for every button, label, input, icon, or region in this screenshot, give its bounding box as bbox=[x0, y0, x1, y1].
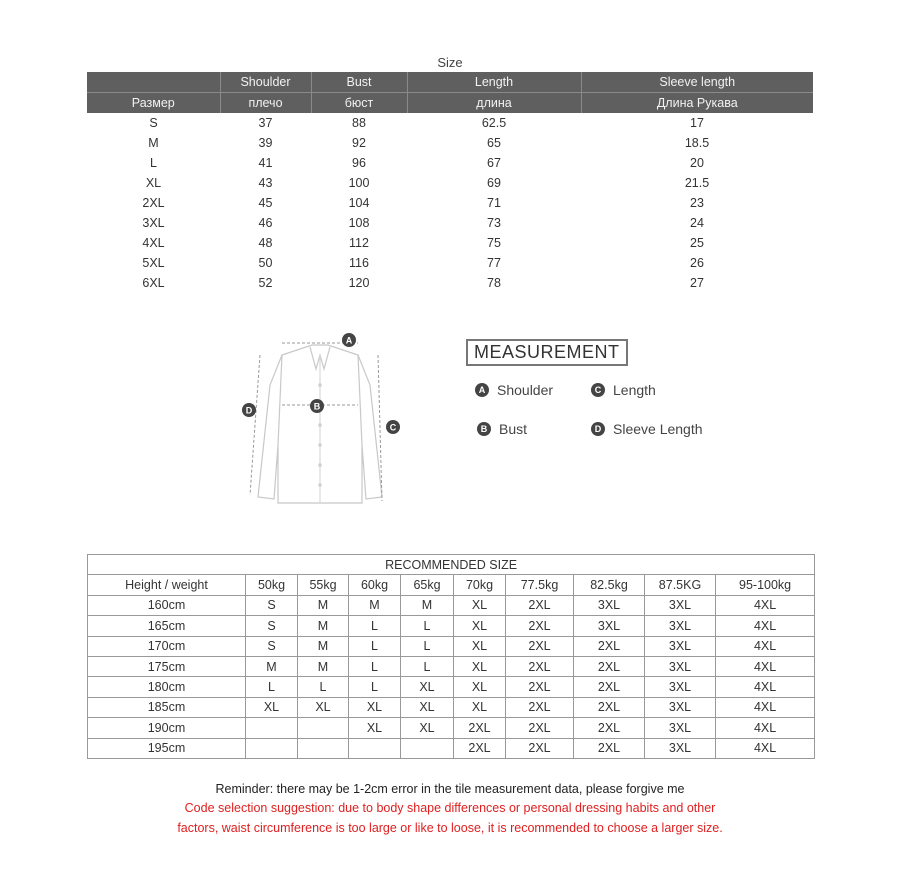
recommended-cell: XL bbox=[349, 697, 401, 717]
recommended-cell: L bbox=[401, 656, 454, 676]
recommended-row bbox=[88, 718, 815, 738]
size-cell: 41 bbox=[258, 156, 273, 170]
recommended-cell: 2XL bbox=[574, 636, 645, 656]
recommended-cell: 4XL bbox=[716, 595, 815, 615]
header-cell: бюст bbox=[311, 93, 407, 114]
header-cell: Длина Рукава bbox=[581, 93, 813, 114]
recommended-cell: M bbox=[298, 616, 349, 636]
recommended-cell: XL bbox=[454, 697, 506, 717]
recommended-row bbox=[88, 636, 815, 656]
size-cell: 21.5 bbox=[684, 176, 710, 190]
recommended-cell: 2XL bbox=[506, 616, 574, 636]
recommended-cell bbox=[349, 738, 401, 758]
recommended-cell: 195cm bbox=[88, 738, 246, 758]
size-cell: 46 bbox=[258, 216, 273, 230]
size-cell: 25 bbox=[690, 236, 704, 250]
recommended-cell: L bbox=[298, 677, 349, 697]
size-row bbox=[87, 273, 813, 293]
recommended-cell: S bbox=[246, 616, 298, 636]
size-cell: 3XL bbox=[142, 216, 165, 230]
size-cell: 50 bbox=[258, 256, 273, 270]
size-cell: 65 bbox=[487, 136, 501, 150]
recommended-cell: L bbox=[349, 677, 401, 697]
recommended-cell: 3XL bbox=[574, 616, 645, 636]
legend-label: Shoulder bbox=[497, 382, 554, 398]
recommended-size-table bbox=[87, 554, 815, 759]
recommended-cell: 4XL bbox=[716, 718, 815, 738]
recommended-header-cell: 50kg bbox=[246, 575, 298, 595]
recommended-header-cell: 55kg bbox=[298, 575, 349, 595]
size-cell: 75 bbox=[487, 236, 501, 250]
size-cell: 45 bbox=[258, 196, 273, 210]
size-cell: 92 bbox=[352, 136, 366, 150]
badge-a bbox=[342, 333, 356, 347]
header-cell: Length bbox=[407, 72, 581, 93]
size-row bbox=[87, 173, 813, 193]
size-row bbox=[87, 253, 813, 273]
recommended-row bbox=[88, 656, 815, 676]
size-cell: 112 bbox=[349, 236, 369, 250]
recommended-cell: L bbox=[349, 616, 401, 636]
size-row bbox=[87, 153, 813, 173]
size-cell: S bbox=[149, 116, 158, 130]
size-cell: 5XL bbox=[142, 256, 165, 270]
size-cell: 43 bbox=[258, 176, 273, 190]
recommended-cell: L bbox=[349, 656, 401, 676]
size-row bbox=[87, 133, 813, 153]
recommended-cell: 2XL bbox=[506, 738, 574, 758]
recommended-cell: M bbox=[298, 595, 349, 615]
size-cell: 23 bbox=[690, 196, 704, 210]
recommended-cell: 2XL bbox=[506, 636, 574, 656]
recommended-cell: L bbox=[349, 636, 401, 656]
recommended-cell: 165cm bbox=[88, 616, 246, 636]
size-cell: 52 bbox=[258, 276, 273, 290]
legend-shoulder bbox=[475, 382, 553, 398]
size-cell: 24 bbox=[690, 216, 704, 230]
size-table-title: Size bbox=[437, 55, 463, 70]
legend-sleeve-length bbox=[591, 421, 703, 437]
recommended-cell: 2XL bbox=[574, 697, 645, 717]
recommended-cell: M bbox=[246, 656, 298, 676]
header-cell: Shoulder bbox=[220, 72, 311, 93]
recommended-cell: XL bbox=[454, 677, 506, 697]
advice-text bbox=[0, 798, 900, 838]
legend-label: Sleeve Length bbox=[613, 421, 703, 437]
badge-b-icon: B bbox=[477, 422, 491, 436]
recommended-cell: XL bbox=[454, 595, 506, 615]
legend-label: Bust bbox=[499, 421, 528, 437]
header-cell: длина bbox=[407, 93, 581, 114]
recommended-title: RECOMMENDED SIZE bbox=[88, 555, 815, 575]
badge-d-icon: D bbox=[591, 422, 605, 436]
size-header-ru bbox=[87, 93, 813, 114]
header-cell: Sleeve length bbox=[581, 72, 813, 93]
recommended-cell bbox=[298, 718, 349, 738]
recommended-cell bbox=[246, 718, 298, 738]
recommended-header-cell: 60kg bbox=[349, 575, 401, 595]
header-cell: Размер bbox=[87, 93, 220, 114]
recommended-cell: 3XL bbox=[645, 636, 716, 656]
recommended-cell: 2XL bbox=[454, 718, 506, 738]
svg-text:D: D bbox=[245, 405, 253, 416]
recommended-cell: 3XL bbox=[645, 697, 716, 717]
header-cell bbox=[87, 72, 220, 93]
size-cell: 108 bbox=[348, 216, 370, 230]
recommended-cell: 2XL bbox=[506, 697, 574, 717]
advice-line: factors, waist circumference is too large or like to loose, it is recommended to choose a larger size. bbox=[177, 821, 723, 835]
recommended-cell: 4XL bbox=[716, 738, 815, 758]
recommended-cell bbox=[246, 738, 298, 758]
size-cell: 100 bbox=[348, 176, 370, 190]
recommended-header-cell: 87.5KG bbox=[645, 575, 716, 595]
header-cell: плечо bbox=[220, 93, 311, 114]
badge-a-icon: A bbox=[475, 383, 489, 397]
recommended-cell: S bbox=[246, 636, 298, 656]
svg-text:B: B bbox=[313, 401, 321, 412]
recommended-cell: L bbox=[246, 677, 298, 697]
size-cell: 62.5 bbox=[481, 116, 507, 130]
recommended-cell: 2XL bbox=[574, 656, 645, 676]
size-cell: 67 bbox=[487, 156, 501, 170]
recommended-cell: 2XL bbox=[574, 677, 645, 697]
size-cell: 71 bbox=[487, 196, 501, 210]
recommended-cell: M bbox=[298, 636, 349, 656]
recommended-cell: 4XL bbox=[716, 616, 815, 636]
recommended-cell: M bbox=[298, 656, 349, 676]
recommended-cell: 185cm bbox=[88, 697, 246, 717]
shirt-diagram bbox=[230, 325, 410, 510]
size-cell: 96 bbox=[352, 156, 366, 170]
recommended-cell: L bbox=[401, 636, 454, 656]
recommended-row bbox=[88, 697, 815, 717]
size-cell: XL bbox=[145, 176, 162, 190]
recommended-cell: 180cm bbox=[88, 677, 246, 697]
svg-text:C: C bbox=[389, 422, 397, 433]
measurement-title: MEASUREMENT bbox=[466, 339, 628, 366]
legend-length bbox=[591, 382, 656, 398]
recommended-cell bbox=[298, 738, 349, 758]
reminder-text: Reminder: there may be 1-2cm error in the tile measurement data, please forgive me bbox=[215, 782, 685, 796]
recommended-cell: 190cm bbox=[88, 718, 246, 738]
size-cell: 39 bbox=[258, 136, 273, 150]
size-cell: 27 bbox=[690, 276, 704, 290]
recommended-cell: 3XL bbox=[645, 677, 716, 697]
size-cell: 2XL bbox=[142, 196, 165, 210]
recommended-cell: 2XL bbox=[506, 595, 574, 615]
recommended-cell: XL bbox=[246, 697, 298, 717]
recommended-cell: 2XL bbox=[574, 718, 645, 738]
header-cell: Bust bbox=[311, 72, 407, 93]
size-cell: M bbox=[148, 136, 159, 150]
size-cell: 17 bbox=[690, 116, 704, 130]
size-cell: 73 bbox=[487, 216, 501, 230]
recommended-header-cell: 65kg bbox=[401, 575, 454, 595]
advice-line: Code selection suggestion: due to body shape differences or personal dressing habits and other bbox=[184, 801, 716, 815]
recommended-cell: 2XL bbox=[506, 656, 574, 676]
recommended-cell: 175cm bbox=[88, 656, 246, 676]
size-row bbox=[87, 233, 813, 253]
recommended-cell: S bbox=[246, 595, 298, 615]
size-cell: 120 bbox=[348, 276, 370, 290]
badge-d bbox=[242, 403, 256, 417]
recommended-cell: XL bbox=[401, 697, 454, 717]
recommended-cell: 3XL bbox=[645, 616, 716, 636]
recommended-row bbox=[88, 677, 815, 697]
recommended-cell: 4XL bbox=[716, 636, 815, 656]
legend-label: Length bbox=[613, 382, 656, 398]
size-cell: 78 bbox=[487, 276, 501, 290]
size-cell: 20 bbox=[690, 156, 704, 170]
svg-text:A: A bbox=[345, 335, 353, 346]
recommended-cell: 4XL bbox=[716, 656, 815, 676]
badge-b bbox=[310, 399, 324, 413]
recommended-cell: M bbox=[401, 595, 454, 615]
recommended-row bbox=[88, 738, 815, 758]
recommended-cell: 3XL bbox=[645, 718, 716, 738]
recommended-row bbox=[88, 616, 815, 636]
recommended-cell: XL bbox=[454, 636, 506, 656]
size-cell: 69 bbox=[487, 176, 501, 190]
size-cell: 77 bbox=[487, 256, 501, 270]
size-cell: 48 bbox=[258, 236, 273, 250]
recommended-header-row bbox=[88, 575, 815, 595]
recommended-cell: M bbox=[349, 595, 401, 615]
recommended-cell: 170cm bbox=[88, 636, 246, 656]
size-header-en bbox=[87, 72, 813, 93]
recommended-cell: XL bbox=[349, 718, 401, 738]
recommended-cell: XL bbox=[401, 677, 454, 697]
recommended-cell: 2XL bbox=[506, 718, 574, 738]
size-cell: 88 bbox=[352, 116, 366, 130]
recommended-cell bbox=[401, 738, 454, 758]
recommended-cell: XL bbox=[454, 616, 506, 636]
recommended-cell: 2XL bbox=[454, 738, 506, 758]
recommended-cell: XL bbox=[401, 718, 454, 738]
size-cell: 116 bbox=[349, 256, 369, 270]
recommended-cell: 3XL bbox=[645, 595, 716, 615]
recommended-header-cell: 77.5kg bbox=[506, 575, 574, 595]
size-row bbox=[87, 113, 813, 133]
recommended-header-cell: 95-100kg bbox=[716, 575, 815, 595]
recommended-cell: 160cm bbox=[88, 595, 246, 615]
recommended-cell: 2XL bbox=[506, 677, 574, 697]
recommended-cell: 3XL bbox=[574, 595, 645, 615]
size-cell: 37 bbox=[258, 116, 273, 130]
recommended-header-cell: 82.5kg bbox=[574, 575, 645, 595]
recommended-cell: 2XL bbox=[574, 738, 645, 758]
recommended-cell: 4XL bbox=[716, 697, 815, 717]
recommended-cell: 4XL bbox=[716, 677, 815, 697]
size-cell: 18.5 bbox=[684, 136, 710, 150]
legend-bust bbox=[477, 421, 527, 437]
recommended-header-cell: 70kg bbox=[454, 575, 506, 595]
recommended-cell: XL bbox=[454, 656, 506, 676]
recommended-cell: L bbox=[401, 616, 454, 636]
badge-c-icon: C bbox=[591, 383, 605, 397]
size-cell: 104 bbox=[348, 196, 370, 210]
size-cell: L bbox=[150, 156, 157, 170]
badge-c bbox=[386, 420, 400, 434]
recommended-cell: XL bbox=[298, 697, 349, 717]
recommended-cell: 3XL bbox=[645, 656, 716, 676]
size-cell: 6XL bbox=[142, 276, 165, 290]
size-cell: 4XL bbox=[142, 236, 165, 250]
recommended-header-cell: Height / weight bbox=[88, 575, 246, 595]
size-row bbox=[87, 213, 813, 233]
recommended-cell: 3XL bbox=[645, 738, 716, 758]
recommended-row bbox=[88, 595, 815, 615]
size-table bbox=[87, 72, 813, 293]
size-row bbox=[87, 193, 813, 213]
size-cell: 26 bbox=[690, 256, 704, 270]
